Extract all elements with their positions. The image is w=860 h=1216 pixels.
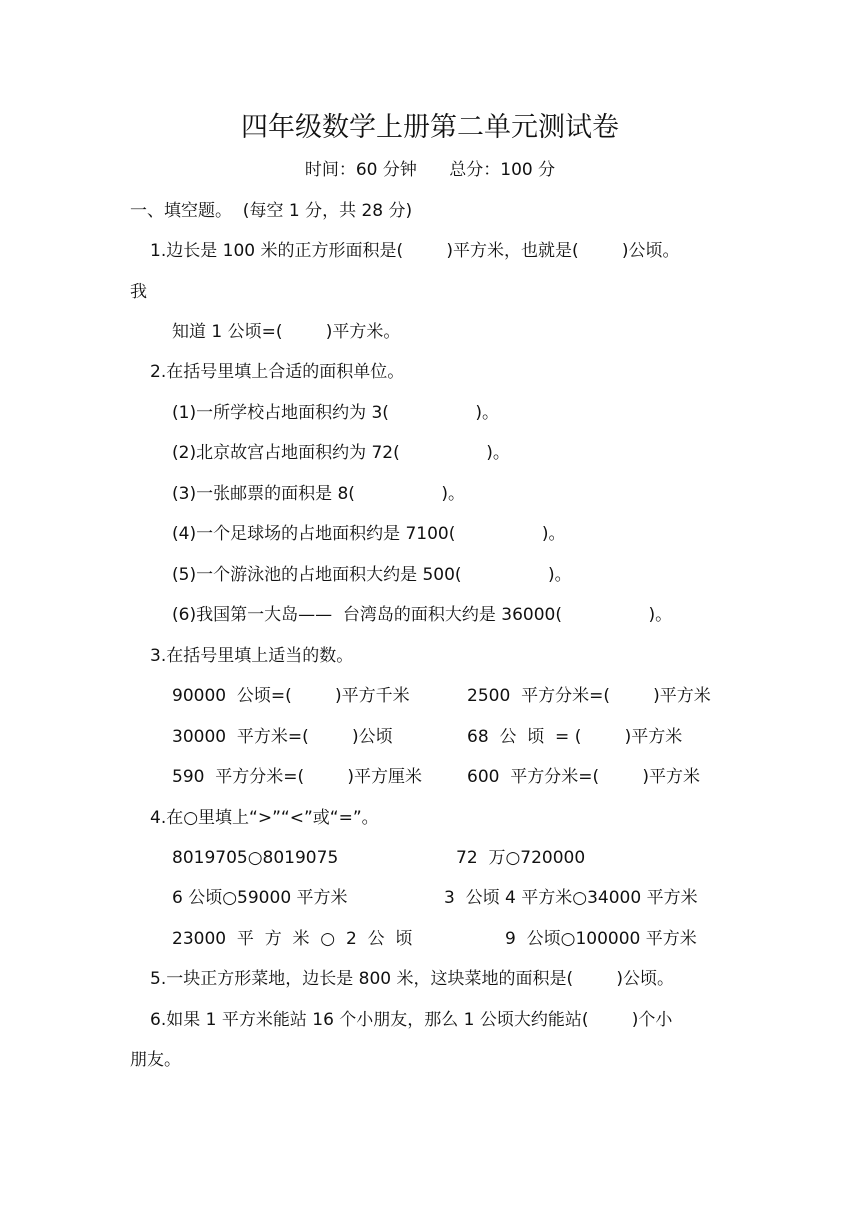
question-3-right: 600 平方分米=( )平方米 xyxy=(467,767,700,787)
question-2-item: (6)我国第一大岛—— 台湾岛的面积大约是 36000( )。 xyxy=(172,605,673,625)
question-4-stem: 4.在○里填上“>”“<”或“=”。 xyxy=(150,808,379,828)
question-3-stem: 3.在括号里填上适当的数。 xyxy=(150,646,354,666)
question-3-left: 590 平方分米=( )平方厘米 xyxy=(172,767,422,787)
question-6-line1: 6.如果 1 平方米能站 16 个小朋友，那么 1 公顷大约能站( )个小 xyxy=(150,1010,673,1030)
question-1-line2: 我 xyxy=(130,282,147,302)
question-4-left: 8019705○8019075 xyxy=(172,848,339,868)
question-2-stem: 2.在括号里填上合适的面积单位。 xyxy=(150,362,405,382)
question-4-left: 6 公顷○59000 平方米 xyxy=(172,888,348,908)
question-4-right: 3 公顷 4 平方米○34000 平方米 xyxy=(444,888,698,908)
question-4-left: 23000 平 方 米 ○ 2 公 顷 xyxy=(172,929,413,949)
question-2-item: (5)一个游泳池的占地面积大约是 500( )。 xyxy=(172,565,572,585)
question-3-left: 30000 平方米=( )公顷 xyxy=(172,727,393,747)
question-1-line1: 1.边长是 100 米的正方形面积是( )平方米，也就是( )公顷。 xyxy=(150,241,680,261)
question-2-item: (4)一个足球场的占地面积约是 7100( )。 xyxy=(172,524,566,544)
section-heading: 一、填空题。 (每空 1 分，共 28 分) xyxy=(130,201,413,221)
question-4-right: 9 公顷○100000 平方米 xyxy=(505,929,697,949)
question-3-right: 68 公 顷 = ( )平方米 xyxy=(467,727,683,747)
exam-info: 时间：60 分钟 总分：100 分 xyxy=(304,160,556,180)
question-2-item: (1)一所学校占地面积约为 3( )。 xyxy=(172,403,500,423)
question-4-right: 72 万○720000 xyxy=(456,848,586,868)
question-5: 5.一块正方形菜地，边长是 800 米，这块菜地的面积是( )公顷。 xyxy=(150,969,674,989)
page-title: 四年级数学上册第二单元测试卷 xyxy=(241,112,619,143)
question-3-right: 2500 平方分米=( )平方米 xyxy=(467,686,711,706)
question-3-left: 90000 公顷=( )平方千米 xyxy=(172,686,410,706)
question-2-item: (3)一张邮票的面积是 8( )。 xyxy=(172,484,466,504)
question-1-line3: 知道 1 公顷=( )平方米。 xyxy=(172,322,401,342)
question-6-line2: 朋友。 xyxy=(130,1050,181,1070)
question-2-item: (2)北京故宫占地面积约为 72( )。 xyxy=(172,443,510,463)
